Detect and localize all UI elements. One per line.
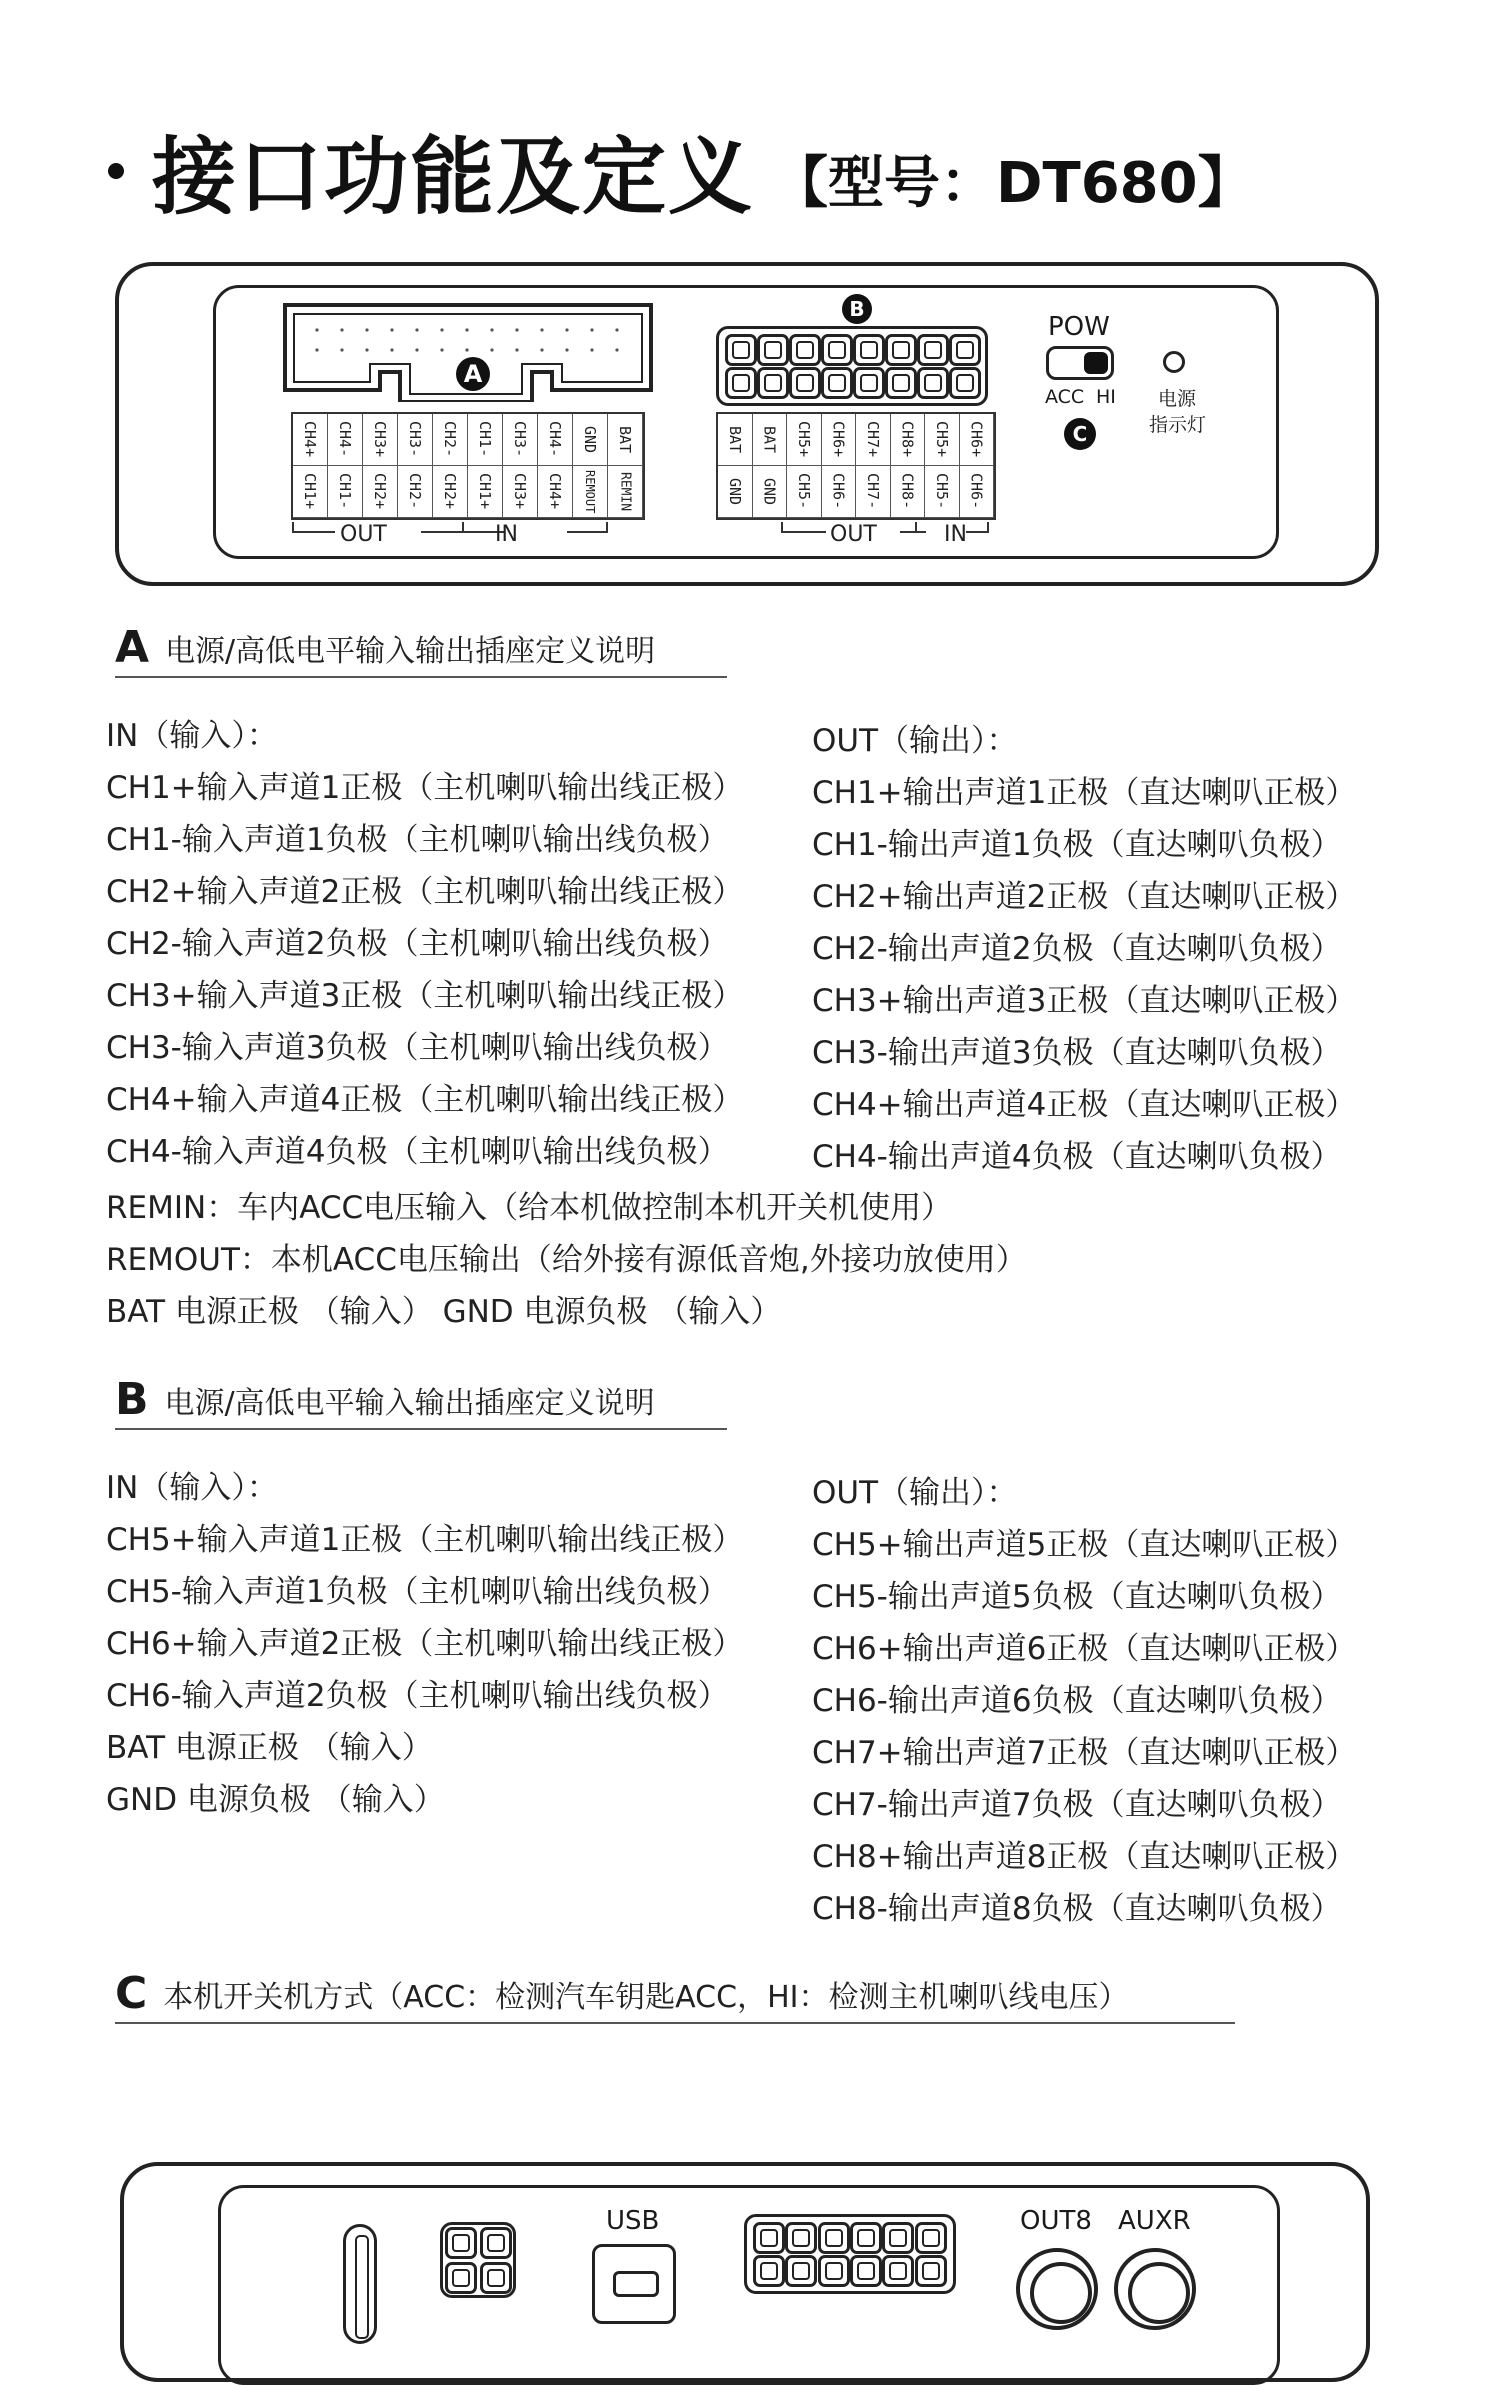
switch-badge: C bbox=[1064, 418, 1096, 450]
section-a-in-heading: IN（输入）： bbox=[106, 718, 278, 754]
connector-a-in-label: IN bbox=[495, 522, 518, 547]
pin-a-bottom-10: REMIN bbox=[608, 466, 643, 518]
section-a-letter: A bbox=[115, 622, 150, 673]
connector-b-out-label: OUT bbox=[830, 522, 877, 547]
pin-a-bottom-4: CH2- bbox=[398, 466, 433, 518]
section-b-header bbox=[115, 1374, 727, 1430]
pow-switch-knob bbox=[1084, 352, 1108, 374]
connector-a-out-label: OUT bbox=[340, 522, 387, 547]
socket-b-pin bbox=[757, 334, 789, 366]
bottom-slot-inner bbox=[355, 2235, 369, 2339]
socket-pin bbox=[480, 2227, 512, 2259]
pin-a-bottom-2: CH1- bbox=[328, 466, 363, 518]
section-a-in-item: CH1+输入声道1正极（主机喇叭输出线正极） bbox=[106, 770, 744, 806]
socket-b-pin bbox=[789, 334, 821, 366]
connector-b-pin-table bbox=[716, 412, 996, 520]
socket-pin bbox=[445, 2262, 477, 2294]
pow-switch bbox=[1046, 346, 1114, 380]
section-b-out-heading: OUT（输出）： bbox=[812, 1475, 1018, 1511]
pin-a-top-6: CH1- bbox=[468, 414, 503, 466]
section-a-in-item: CH1-输入声道1负极（主机喇叭输出线负极） bbox=[106, 822, 729, 858]
pin-a-top-9: GND bbox=[573, 414, 608, 466]
section-b-in-heading: IN（输入）： bbox=[106, 1470, 278, 1506]
socket-b-pin bbox=[725, 334, 757, 366]
title-bullet bbox=[108, 163, 124, 179]
remin-definition: REMIN：车内ACC电压输入（给本机做控制本机开关机使用） bbox=[106, 1190, 953, 1226]
pin-b-top-1: BAT bbox=[718, 414, 753, 466]
page-title: 接口功能及定义 bbox=[152, 128, 755, 226]
pin-b-bottom-6: CH8- bbox=[891, 466, 926, 518]
pin-a-top-7: CH3- bbox=[503, 414, 538, 466]
section-a-out-item: CH1+输出声道1正极（直达喇叭正极） bbox=[812, 775, 1357, 811]
socket-b-pin bbox=[917, 334, 949, 366]
pin-a-top-5: CH2- bbox=[433, 414, 468, 466]
auxr-jack bbox=[1114, 2248, 1196, 2330]
socket-pin bbox=[785, 2222, 817, 2254]
auxr-jack-inner bbox=[1128, 2262, 1190, 2324]
section-b-in-item: CH6+输入声道2正极（主机喇叭输出线正极） bbox=[106, 1626, 744, 1662]
pin-a-bottom-6: CH1+ bbox=[468, 466, 503, 518]
section-b-in-item: CH6-输入声道2负极（主机喇叭输出线负极） bbox=[106, 1678, 729, 1714]
socket-pin bbox=[480, 2262, 512, 2294]
section-b-out-item: CH8-输出声道8负极（直达喇叭负极） bbox=[812, 1891, 1342, 1927]
section-a-out-item: CH2-输出声道2负极（直达喇叭负极） bbox=[812, 931, 1342, 967]
remout-definition: REMOUT：本机ACC电压输出（给外接有源低音炮,外接功放使用） bbox=[106, 1242, 1027, 1278]
socket-b-pin bbox=[885, 334, 917, 366]
section-a-in-column bbox=[106, 710, 743, 1178]
pin-a-bottom-8: CH4+ bbox=[538, 466, 573, 518]
socket-b-pin bbox=[917, 367, 949, 399]
pin-b-top-5: CH7+ bbox=[856, 414, 891, 466]
pin-b-top-6: CH8+ bbox=[891, 414, 926, 466]
section-a-in-item: CH4+输入声道4正极（主机喇叭输出线正极） bbox=[106, 1082, 744, 1118]
out8-label: OUT8 bbox=[1020, 2206, 1092, 2236]
connector-b-in-label: IN bbox=[944, 522, 967, 547]
bottom-slot bbox=[343, 2224, 377, 2344]
section-b-letter: B bbox=[115, 1374, 149, 1425]
socket-pin bbox=[882, 2255, 914, 2287]
pin-a-bottom-7: CH3+ bbox=[503, 466, 538, 518]
indicator-label-2: 指示灯 bbox=[1149, 414, 1207, 436]
socket-pin bbox=[818, 2255, 850, 2287]
power-indicator-led bbox=[1163, 351, 1185, 373]
section-a-title: 电源/高低电平输入输出插座定义说明 bbox=[165, 634, 656, 669]
socket-pin bbox=[445, 2227, 477, 2259]
socket-pin bbox=[915, 2222, 947, 2254]
model-tag: 【型号：DT680】 bbox=[772, 150, 1254, 216]
section-a-out-column bbox=[812, 715, 1356, 1183]
indicator-label-1: 电源 bbox=[1158, 388, 1197, 410]
socket-b-pin bbox=[821, 334, 853, 366]
socket-b-pin bbox=[949, 334, 981, 366]
section-b-in-item: CH5-输入声道1负极（主机喇叭输出线负极） bbox=[106, 1574, 729, 1610]
usb-label: USB bbox=[606, 2206, 660, 2236]
pin-a-top-2: CH4- bbox=[328, 414, 363, 466]
pin-b-top-7: CH5+ bbox=[925, 414, 960, 466]
pin-b-bottom-1: GND bbox=[718, 466, 753, 518]
section-a-out-heading: OUT（输出）： bbox=[812, 723, 1018, 759]
out8-jack-inner bbox=[1030, 2262, 1092, 2324]
section-c-title: 本机开关机方式（ACC：检测汽车钥匙ACC，HI：检测主机喇叭线电压） bbox=[163, 1980, 1129, 2015]
socket-pin bbox=[818, 2222, 850, 2254]
section-b-out-item: CH5-输出声道5负极（直达喇叭负极） bbox=[812, 1579, 1342, 1615]
bat-gnd-definition: BAT 电源正极 （输入） GND 电源负极 （输入） bbox=[106, 1294, 782, 1330]
section-a-in-item: CH2-输入声道2负极（主机喇叭输出线负极） bbox=[106, 926, 729, 962]
socket-b-pin bbox=[725, 367, 757, 399]
section-c-header bbox=[115, 1968, 1235, 2024]
pin-b-bottom-3: CH5- bbox=[787, 466, 822, 518]
section-a-out-item: CH3-输出声道3负极（直达喇叭负极） bbox=[812, 1035, 1342, 1071]
section-b-out-item: CH6-输出声道6负极（直达喇叭负极） bbox=[812, 1683, 1342, 1719]
section-b-in-item: GND 电源负极 （输入） bbox=[106, 1782, 445, 1818]
section-a-in-item: CH2+输入声道2正极（主机喇叭输出线正极） bbox=[106, 874, 744, 910]
pin-a-top-8: CH4- bbox=[538, 414, 573, 466]
socket-b-pin bbox=[885, 367, 917, 399]
section-b-out-item: CH7+输出声道7正极（直达喇叭正极） bbox=[812, 1735, 1357, 1771]
section-b-in-item: CH5+输入声道1正极（主机喇叭输出线正极） bbox=[106, 1522, 744, 1558]
pin-a-top-1: CH4+ bbox=[293, 414, 328, 466]
section-a-out-item: CH3+输出声道3正极（直达喇叭正极） bbox=[812, 983, 1357, 1019]
section-a-header bbox=[115, 622, 727, 678]
section-b-out-column bbox=[812, 1467, 1356, 1935]
pin-b-bottom-2: GND bbox=[753, 466, 788, 518]
pin-b-top-3: CH5+ bbox=[787, 414, 822, 466]
socket-pin bbox=[753, 2255, 785, 2287]
section-b-out-item: CH8+输出声道8正极（直达喇叭正极） bbox=[812, 1839, 1357, 1875]
section-b-out-item: CH5+输出声道5正极（直达喇叭正极） bbox=[812, 1527, 1357, 1563]
socket-pin bbox=[753, 2222, 785, 2254]
socket-b-pin bbox=[853, 334, 885, 366]
section-a-in-item: CH3+输入声道3正极（主机喇叭输出线正极） bbox=[106, 978, 744, 1014]
pin-a-top-4: CH3- bbox=[398, 414, 433, 466]
auxr-label: AUXR bbox=[1118, 2206, 1191, 2236]
pin-b-bottom-5: CH7- bbox=[856, 466, 891, 518]
pin-a-bottom-9: REMOUT bbox=[573, 466, 608, 518]
section-a-out-item: CH4-输出声道4负极（直达喇叭负极） bbox=[812, 1139, 1342, 1175]
connector-a-pin-table bbox=[291, 412, 645, 520]
connector-b-badge: B bbox=[842, 294, 872, 324]
socket-pin bbox=[850, 2255, 882, 2287]
section-b-out-item: CH6+输出声道6正极（直达喇叭正极） bbox=[812, 1631, 1357, 1667]
socket-pin bbox=[785, 2255, 817, 2287]
section-b-out-item: CH7-输出声道7负极（直达喇叭负极） bbox=[812, 1787, 1342, 1823]
pin-a-top-3: CH3+ bbox=[363, 414, 398, 466]
socket-b-pin bbox=[821, 367, 853, 399]
pin-b-bottom-8: CH6- bbox=[960, 466, 995, 518]
pin-a-bottom-5: CH2+ bbox=[433, 466, 468, 518]
section-a-out-item: CH4+输出声道4正极（直达喇叭正极） bbox=[812, 1087, 1357, 1123]
bottom-12pin-socket bbox=[744, 2214, 956, 2294]
bottom-4pin-socket bbox=[440, 2222, 516, 2298]
out8-jack bbox=[1016, 2248, 1098, 2330]
page-title-row bbox=[108, 110, 1254, 231]
socket-b-pin bbox=[949, 367, 981, 399]
section-c-letter: C bbox=[115, 1968, 148, 2019]
connector-a-badge: A bbox=[456, 357, 490, 391]
usb-port bbox=[592, 2244, 676, 2324]
pin-b-bottom-7: CH5- bbox=[925, 466, 960, 518]
pin-a-top-10: BAT bbox=[608, 414, 643, 466]
pin-b-top-4: CH6+ bbox=[822, 414, 857, 466]
pin-b-bottom-4: CH6- bbox=[822, 466, 857, 518]
socket-pin bbox=[915, 2255, 947, 2287]
socket-b-pin bbox=[757, 367, 789, 399]
pin-a-bottom-3: CH2+ bbox=[363, 466, 398, 518]
pin-b-top-8: CH6+ bbox=[960, 414, 995, 466]
section-a-out-item: CH2+输出声道2正极（直达喇叭正极） bbox=[812, 879, 1357, 915]
section-a-out-item: CH1-输出声道1负极（直达喇叭负极） bbox=[812, 827, 1342, 863]
pin-b-top-2: BAT bbox=[753, 414, 788, 466]
section-b-in-column bbox=[106, 1462, 743, 1826]
section-a-extra bbox=[106, 1182, 1027, 1338]
acc-label: ACC bbox=[1045, 386, 1085, 408]
section-b-in-item: BAT 电源正极 （输入） bbox=[106, 1730, 433, 1766]
hi-label: HI bbox=[1096, 386, 1116, 408]
usb-port-inner bbox=[613, 2271, 659, 2297]
section-a-in-item: CH3-输入声道3负极（主机喇叭输出线负极） bbox=[106, 1030, 729, 1066]
pin-a-bottom-1: CH1+ bbox=[293, 466, 328, 518]
section-a-in-item: CH4-输入声道4负极（主机喇叭输出线负极） bbox=[106, 1134, 729, 1170]
pow-label: POW bbox=[1048, 312, 1110, 342]
section-b-title: 电源/高低电平输入输出插座定义说明 bbox=[164, 1386, 655, 1421]
socket-pin bbox=[882, 2222, 914, 2254]
connector-b-socket bbox=[716, 326, 988, 406]
socket-b-pin bbox=[853, 367, 885, 399]
socket-b-pin bbox=[789, 367, 821, 399]
socket-pin bbox=[850, 2222, 882, 2254]
